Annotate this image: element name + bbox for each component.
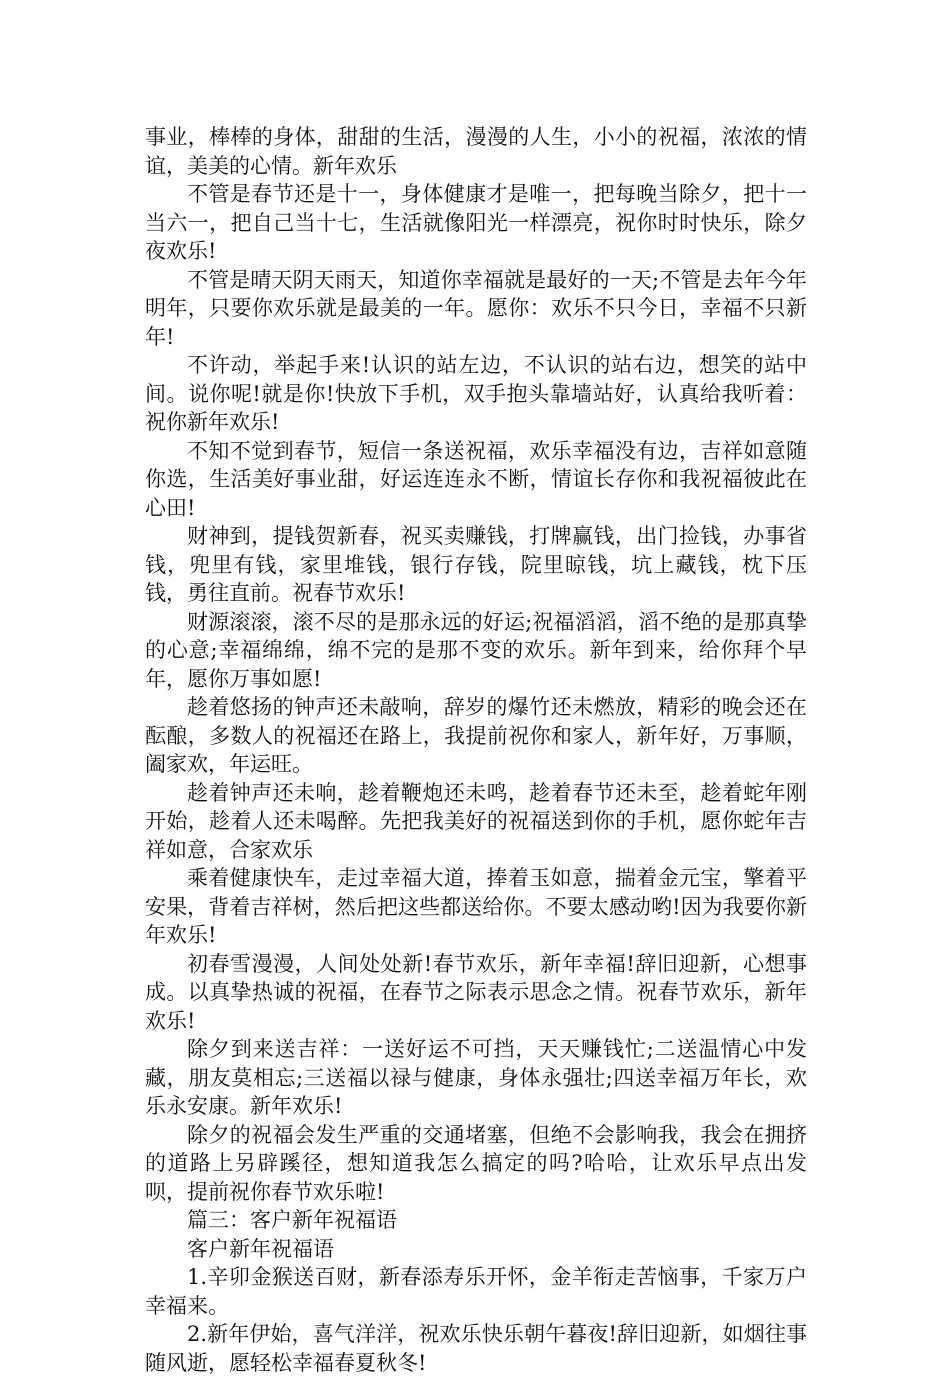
paragraph: 乘着健康快车，走过幸福大道，捧着玉如意，揣着金元宝，擎着平安果，背着吉祥树，然后把这些都送给你。不要太感动哟!因为我要你新年欢乐!: [145, 866, 807, 947]
paragraph: 不许动，举起手来!认识的站左边，不认识的站右边，想笑的站中间。说你呢!就是你!快放下手机，双手抱头靠墙站好，认真给我听着：祝你新年欢乐!: [145, 353, 807, 434]
paragraph-continuation: 事业，棒棒的身体，甜甜的生活，漫漫的人生，小小的祝福，浓浓的情谊，美美的心情。新年欢乐: [145, 125, 807, 178]
paragraph: 除夕到来送吉祥：一送好运不可挡，天天赚钱忙;二送温情心中发藏，朋友莫相忘;三送福以禄与健康，身体永强壮;四送幸福万年长，欢乐永安康。新年欢乐!: [145, 1037, 807, 1118]
document-body: [145, 123, 807, 1377]
paragraph: 趁着钟声还未响，趁着鞭炮还未鸣，趁着春节还未至，趁着蛇年刚开始，趁着人还未喝醉。先把我美好的祝福送到你的手机，愿你蛇年吉祥如意，合家欢乐: [145, 780, 807, 862]
paragraph: 初春雪漫漫，人间处处新!春节欢乐，新年幸福!辞旧迎新，心想事成。以真挚热诚的祝福，在春节之际表示思念之情。祝春节欢乐，新年欢乐!: [145, 951, 807, 1033]
paragraph: 趁着悠扬的钟声还未敲响，辞岁的爆竹还未燃放，精彩的晚会还在酝酿，多数人的祝福还在路上，我提前祝你和家人，新年好，万事顺，阖家欢，年运旺。: [145, 695, 807, 776]
list-item: 1.辛卯金猴送百财，新春添寿乐开怀，金羊衔走苦恼事，千家万户幸福来。: [145, 1265, 807, 1318]
paragraph: 除夕的祝福会发生严重的交通堵塞，但绝不会影响我，我会在拥挤的道路上另辟蹊径，想知道我怎么搞定的吗?哈哈，让欢乐早点出发呗，提前祝你春节欢乐啦!: [145, 1122, 807, 1204]
list-item: 2.新年伊始，喜气洋洋，祝欢乐快乐朝午暮夜!辞旧迎新，如烟往事随风逝，愿轻松幸福春夏秋冬!: [145, 1322, 807, 1375]
paragraph: 不管是晴天阴天雨天，知道你幸福就是最好的一天;不管是去年今年明年，只要你欢乐就是最美的一年。愿你：欢乐不只今日，幸福不只新年!: [145, 267, 807, 349]
section-heading: 篇三：客户新年祝福语: [187, 1208, 397, 1232]
paragraph: 财源滚滚，滚不尽的是那永远的好运;祝福滔滔，滔不绝的是那真挚的心意;幸福绵绵，绵不完的是那不变的欢乐。新年到来，给你拜个早年，愿你万事如愿!: [145, 609, 807, 691]
section-subheading: 客户新年祝福语: [187, 1236, 334, 1261]
paragraph: 不知不觉到春节，短信一条送祝福，欢乐幸福没有边，吉祥如意随你选，生活美好事业甜，好运连连永不断，情谊长存你和我祝福彼此在心田!: [145, 438, 807, 520]
paragraph: 财神到，提钱贺新春，祝买卖赚钱，打牌赢钱，出门捡钱，办事省钱，兜里有钱，家里堆钱，银行存钱，院里晾钱，坑上藏钱，枕下压钱，勇往直前。祝春节欢乐!: [145, 524, 807, 605]
paragraph: 不管是春节还是十一，身体健康才是唯一，把每晚当除夕，把十一当六一，把自己当十七，生活就像阳光一样漂亮，祝你时时快乐，除夕夜欢乐!: [145, 182, 807, 263]
